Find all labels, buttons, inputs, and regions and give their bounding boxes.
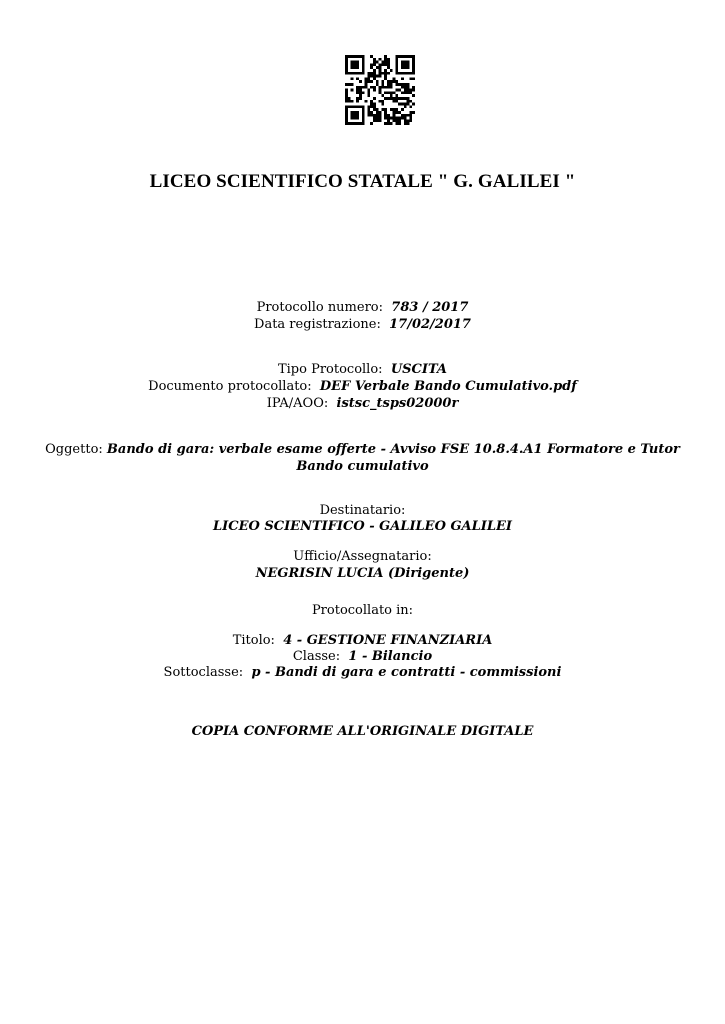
titolo-value: 4 - GESTIONE FINANZIARIA: [283, 633, 493, 648]
tipo-protocollo-value: USCITA: [390, 362, 448, 377]
titolo-label: Titolo:: [232, 633, 275, 648]
protocollo-numero-value: 783 / 2017: [391, 300, 469, 315]
destinatario-value: LICEO SCIENTIFICO - GALILEO GALILEI: [213, 519, 512, 534]
sottoclasse-label: Sottoclasse:: [163, 665, 244, 680]
qr-code-icon: [345, 55, 415, 125]
sottoclasse-row: [0, 665, 725, 681]
ufficio-assegnatario-value: NEGRISIN LUCIA (Dirigente): [255, 566, 470, 581]
data-registrazione-row: [0, 317, 725, 333]
sottoclasse-value: p - Bandi di gara e contratti - commissioni: [251, 665, 562, 680]
tipo-protocollo-label: Tipo Protocollo:: [277, 362, 383, 377]
oggetto-value: Bando di gara: verbale esame offerte - Avviso FSE 10.8.4.A1 Formatore e Tutor Bando cumulativo: [106, 442, 680, 474]
documento-protocollato-label: Documento protocollato:: [148, 379, 312, 394]
school-name-title: LICEO SCIENTIFICO STATALE " G. GALILEI ": [149, 171, 576, 192]
documento-protocollato-value: DEF Verbale Bando Cumulativo.pdf: [319, 379, 577, 394]
classe-label: Classe:: [292, 649, 341, 664]
oggetto-label: Oggetto:: [45, 442, 103, 457]
ipa-aoo-row: [0, 396, 725, 412]
ipa-aoo-label: IPA/AOO:: [266, 396, 329, 411]
protocollato-in-header: Protocollato in:: [311, 603, 414, 618]
documento-protocollato-row: [0, 379, 725, 395]
data-registrazione-label: Data registrazione:: [254, 317, 381, 332]
tipo-protocollo-row: [0, 362, 725, 378]
oggetto-block: [30, 441, 695, 475]
copia-conforme-note: COPIA CONFORME ALL'ORIGINALE DIGITALE: [191, 724, 534, 739]
ipa-aoo-value: istsc_tsps02000r: [336, 396, 459, 411]
titolo-row: [0, 633, 725, 649]
classe-value: 1 - Bilancio: [348, 649, 433, 664]
protocollo-numero-row: [0, 300, 725, 316]
classe-row: [0, 649, 725, 665]
data-registrazione-value: 17/02/2017: [389, 317, 471, 332]
ufficio-assegnatario-label: Ufficio/Assegnatario:: [293, 549, 432, 564]
protocollo-numero-label: Protocollo numero:: [256, 300, 384, 315]
destinatario-label: Destinatario:: [319, 503, 406, 518]
